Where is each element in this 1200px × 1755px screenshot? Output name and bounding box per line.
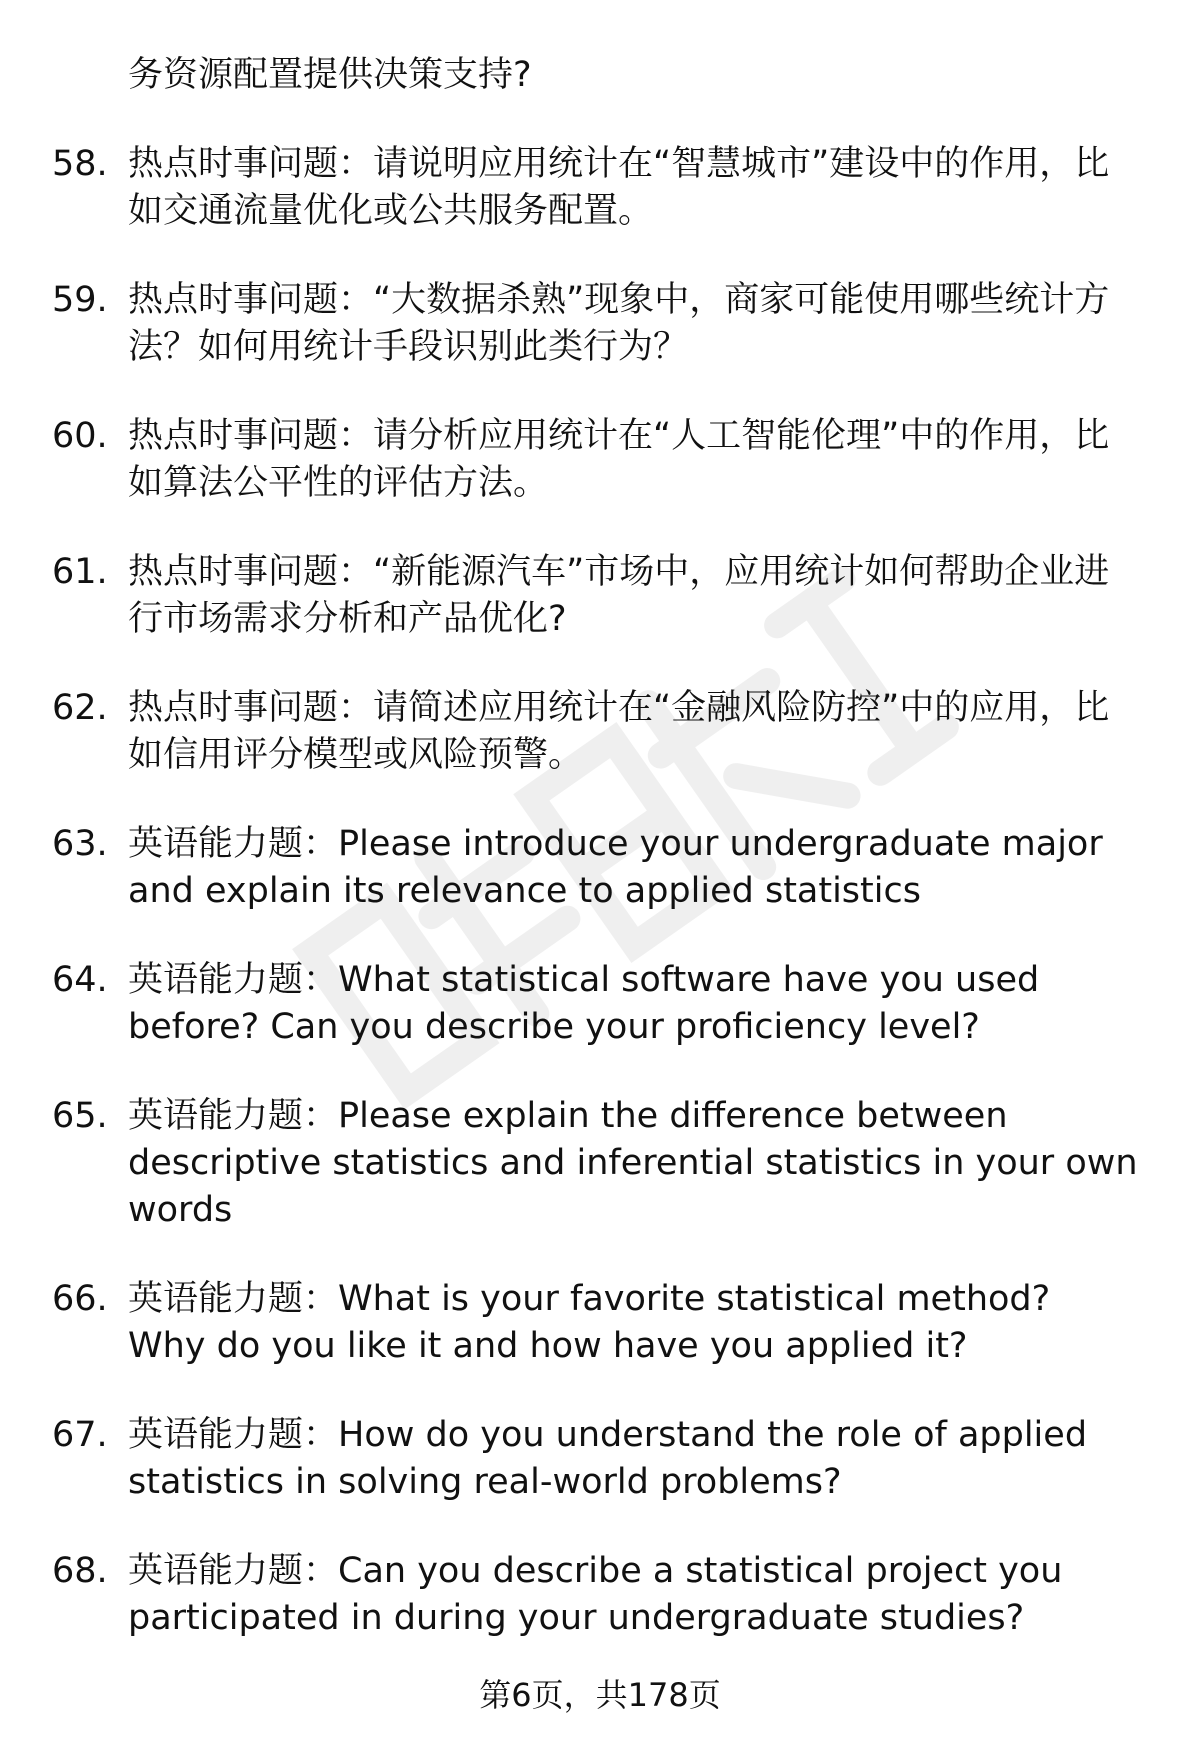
question-number: 64. <box>52 960 108 1000</box>
question-number: 61. <box>52 552 108 592</box>
question-text: 英语能力题：Please introduce your undergraduate major and explain its relevance to applied statistics <box>128 824 1103 911</box>
list-item <box>0 1093 1200 1234</box>
question-number: 62. <box>52 688 108 728</box>
question-text: 热点时事问题：“新能源汽车”市场中，应用统计如何帮助企业进行市场需求分析和产品优化? <box>128 552 1110 639</box>
question-number: 63. <box>52 824 108 864</box>
list-item <box>0 1276 1200 1370</box>
document-content <box>0 52 1200 1642</box>
question-text: 英语能力题：What statistical software have you used before? Can you describe your proficiency level? <box>128 960 1040 1047</box>
question-text: 热点时事问题：请分析应用统计在“人工智能伦理”中的作用，比如算法公平性的评估方法。 <box>128 416 1110 503</box>
question-text: 英语能力题：What is your favorite statistical method? Why do you like it and how have you applied it? <box>128 1279 1051 1366</box>
question-number: 67. <box>52 1415 108 1455</box>
list-item <box>0 413 1200 507</box>
question-number: 65. <box>52 1096 108 1136</box>
list-item <box>0 685 1200 779</box>
list-item <box>0 549 1200 643</box>
list-item <box>0 141 1200 235</box>
page-footer: 第6页，共178页 <box>479 1676 721 1714</box>
question-text: 英语能力题：How do you understand the role of applied statistics in solving real-world problems? <box>128 1415 1088 1502</box>
list-item <box>0 957 1200 1051</box>
question-text: 英语能力题：Can you describe a statistical project you participated in during your undergraduate studies? <box>128 1551 1063 1638</box>
list-item <box>0 1412 1200 1506</box>
question-text: 热点时事问题：“大数据杀熟”现象中，商家可能使用哪些统计方法？如何用统计手段识别此类行为？ <box>128 280 1110 367</box>
question-number: 68. <box>52 1551 108 1591</box>
question-text: 热点时事问题：请简述应用统计在“金融风险防控”中的应用，比如信用评分模型或风险预警。 <box>128 688 1110 775</box>
list-item <box>0 277 1200 371</box>
question-number: 60. <box>52 416 108 456</box>
question-text: 英语能力题：Please explain the difference between descriptive statistics and inferential statistics in your own words <box>128 1096 1138 1230</box>
list-item <box>0 821 1200 915</box>
continuation-text: 务资源配置提供决策支持? <box>128 55 532 95</box>
question-number: 58. <box>52 144 108 184</box>
question-number: 59. <box>52 280 108 320</box>
question-number: 66. <box>52 1279 108 1319</box>
list-item <box>0 1548 1200 1642</box>
question-list <box>0 141 1200 1642</box>
question-text: 热点时事问题：请说明应用统计在“智慧城市”建设中的作用，比如交通流量优化或公共服务配置。 <box>128 144 1110 231</box>
